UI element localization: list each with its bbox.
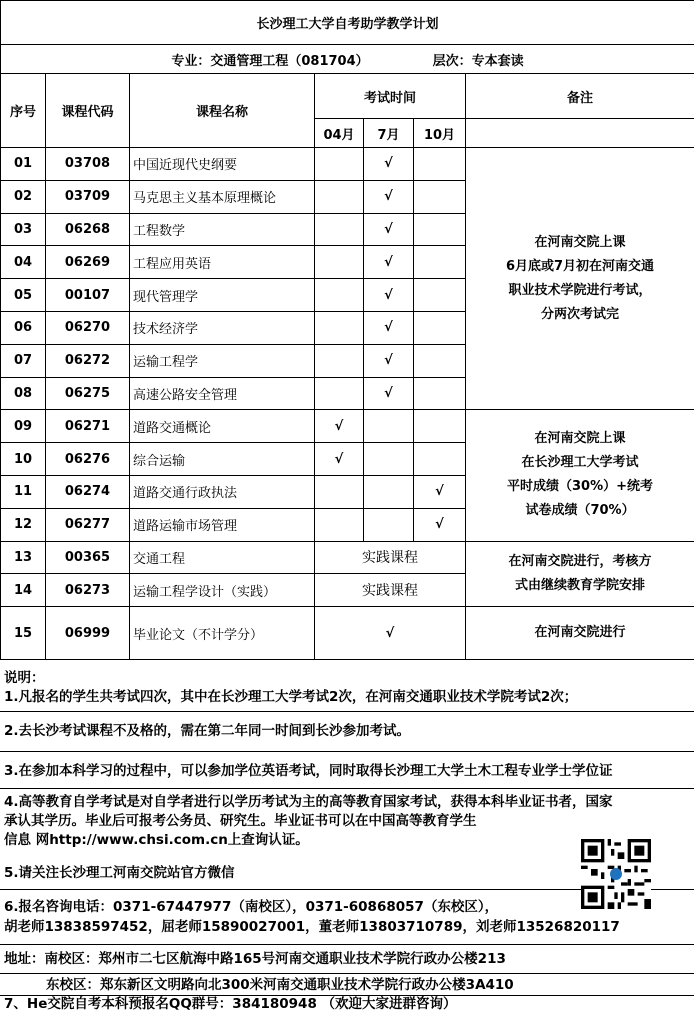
exam-07-check: √: [364, 246, 414, 279]
remark-line: 分两次考试完: [541, 306, 620, 322]
wechat-qr-code-icon: [581, 839, 651, 909]
table-row: [1, 541, 694, 574]
note-3: 3.在参加本科学习的过程中，可以参加学位英语考试，同时取得长沙理工大学土木工程专业学士学位证: [4, 763, 613, 779]
exam-07-cell: [364, 508, 414, 541]
course-code: 00107: [46, 279, 130, 312]
exam-10-cell: [414, 410, 466, 443]
course-name: 马克思主义基本原理概论: [130, 180, 315, 213]
course-code: 06272: [46, 344, 130, 377]
remark-group-1: [466, 148, 694, 410]
exam-10-check: √: [414, 475, 466, 508]
exam-04-cell: [315, 279, 364, 312]
course-name: 道路交通概论: [130, 410, 315, 443]
remark-line: 平时成绩（30%）+统考: [507, 479, 654, 495]
course-name: 工程数学: [130, 213, 315, 246]
note-2: 2.去长沙考试课程不及格的，需在第二年同一时间到长沙参加考试。: [4, 723, 411, 739]
course-code: 06274: [46, 475, 130, 508]
remark-group-4: 在河南交院进行: [466, 607, 694, 660]
exam-10-cell: [414, 246, 466, 279]
exam-04-cell: [315, 344, 364, 377]
remark-group-3: [466, 541, 694, 607]
course-seq: 15: [1, 607, 46, 660]
table-row: [1, 148, 694, 181]
course-code: 06276: [46, 443, 130, 476]
header-month-07: 7月: [364, 119, 414, 148]
remark-line: 试卷成绩（70%）: [525, 503, 635, 519]
table-row: [1, 607, 694, 660]
course-name: 现代管理学: [130, 279, 315, 312]
divider: [0, 788, 694, 789]
course-seq: 05: [1, 279, 46, 312]
course-code: 06270: [46, 311, 130, 344]
course-name: 运输工程学: [130, 344, 315, 377]
note-1: 1.凡报名的学生共考试四次，其中在长沙理工大学考试2次，在河南交通职业技术学院考试2次；: [4, 689, 578, 705]
exam-07-check: √: [364, 180, 414, 213]
divider: [0, 944, 694, 945]
exam-10-cell: [414, 377, 466, 410]
exam-04-cell: [315, 180, 364, 213]
address-east: 东校区：郑东新区文明路向北300米河南交通职业技术学院行政办公楼3A410: [46, 977, 514, 993]
header-seq: 序号: [1, 74, 46, 148]
course-seq: 09: [1, 410, 46, 443]
exam-04-cell: [315, 246, 364, 279]
practical-course-label: 实践课程: [315, 541, 466, 574]
course-name: 运输工程学设计（实践）: [130, 574, 315, 607]
course-name: 交通工程: [130, 541, 315, 574]
course-seq: 11: [1, 475, 46, 508]
exam-10-cell: [414, 180, 466, 213]
address-south: 地址：南校区：郑州市二七区航海中路165号河南交通职业技术学院行政办公楼213: [4, 951, 506, 967]
page-title: 长沙理工大学自考助学教学计划: [1, 1, 694, 45]
course-code: 06277: [46, 508, 130, 541]
remark-line: 职业技术学院进行考试，: [508, 282, 652, 298]
divider: [0, 973, 694, 974]
notes-heading: 说明：: [4, 670, 45, 686]
course-name: 道路运输市场管理: [130, 508, 315, 541]
note-7: 7、He交院自考本科预报名QQ群号：384180948 （欢迎大家进群咨询）: [4, 996, 457, 1012]
course-code: 06275: [46, 377, 130, 410]
level-label: 层次：专本套读: [432, 53, 524, 69]
exam-04-check: √: [315, 410, 364, 443]
exam-07-cell: [364, 475, 414, 508]
course-code: 06268: [46, 213, 130, 246]
header-remark-blank: [466, 119, 694, 148]
subtitle-row: [1, 45, 694, 74]
divider: [0, 711, 694, 712]
course-name: 毕业论文（不计学分）: [130, 607, 315, 660]
exam-10-cell: [414, 443, 466, 476]
exam-04-cell: [315, 311, 364, 344]
course-seq: 04: [1, 246, 46, 279]
course-code: 06999: [46, 607, 130, 660]
remark-line: 6月底或7月初在河南交通: [505, 258, 655, 274]
course-name: 中国近现代史纲要: [130, 148, 315, 181]
divider: [0, 751, 694, 752]
course-seq: 06: [1, 311, 46, 344]
remark-line: 在长沙理工大学考试: [521, 455, 639, 471]
course-code: 06269: [46, 246, 130, 279]
thesis-check: √: [315, 607, 466, 660]
header-month-10: 10月: [414, 119, 466, 148]
course-seq: 08: [1, 377, 46, 410]
course-name: 工程应用英语: [130, 246, 315, 279]
remark-line: 式由继续教育学院安排: [515, 577, 646, 593]
exam-10-cell: [414, 279, 466, 312]
course-code: 06273: [46, 574, 130, 607]
exam-04-cell: [315, 213, 364, 246]
course-name: 技术经济学: [130, 311, 315, 344]
exam-04-check: √: [315, 443, 364, 476]
exam-07-check: √: [364, 213, 414, 246]
exam-10-cell: [414, 311, 466, 344]
exam-10-check: √: [414, 508, 466, 541]
exam-07-check: √: [364, 311, 414, 344]
exam-10-cell: [414, 344, 466, 377]
note-4-line-1: 4.高等教育自学考试是对自学者进行以学历考试为主的高等教育国家考试，获得本科毕业证书者，国家: [4, 794, 613, 810]
course-seq: 02: [1, 180, 46, 213]
exam-04-cell: [315, 508, 364, 541]
course-seq: 01: [1, 148, 46, 181]
course-name: 综合运输: [130, 443, 315, 476]
header-name: 课程名称: [130, 74, 315, 148]
course-seq: 07: [1, 344, 46, 377]
remark-line: 在河南交院上课: [534, 431, 626, 447]
note-4-line-2: 承认其学历。毕业后可报考公务员、研究生。毕业证书可以在中国高等教育学生: [4, 813, 477, 829]
course-seq: 03: [1, 213, 46, 246]
course-seq: 14: [1, 574, 46, 607]
exam-10-cell: [414, 148, 466, 181]
course-seq: 12: [1, 508, 46, 541]
course-code: 03709: [46, 180, 130, 213]
note-4-line-3: 信息 网http://www.chsi.com.cn上查询认证。: [4, 832, 309, 848]
practical-course-label: 实践课程: [315, 574, 466, 607]
header-code: 课程代码: [46, 74, 130, 148]
course-name: 高速公路安全管理: [130, 377, 315, 410]
remark-group-2: [466, 410, 694, 541]
table-row: [1, 410, 694, 443]
header-month-04: 04月: [315, 119, 364, 148]
course-name: 道路交通行政执法: [130, 475, 315, 508]
course-code: 00365: [46, 541, 130, 574]
exam-07-check: √: [364, 344, 414, 377]
course-seq: 10: [1, 443, 46, 476]
header-remark: 备注: [466, 74, 694, 119]
note-6-line-1: 6.报名咨询电话：0371-67447977（南校区），0371-60868057（东校区），: [4, 899, 499, 915]
course-code: 03708: [46, 148, 130, 181]
major-label: 专业：交通管理工程（081704）: [171, 53, 369, 69]
note-6-line-2: 胡老师13838597452，屈老师15890027001，董老师13803710789，刘老师13526820117: [4, 919, 620, 935]
course-seq: 13: [1, 541, 46, 574]
exam-04-cell: [315, 475, 364, 508]
exam-07-check: √: [364, 377, 414, 410]
note-5: 5.请关注长沙理工河南交院站官方微信: [4, 865, 235, 881]
exam-07-check: √: [364, 279, 414, 312]
course-code: 06271: [46, 410, 130, 443]
remark-line: 在河南交院上课: [534, 234, 626, 250]
exam-07-cell: [364, 410, 414, 443]
header-exam-time: 考试时间: [315, 74, 466, 119]
exam-04-cell: [315, 148, 364, 181]
exam-10-cell: [414, 213, 466, 246]
remark-line: 在河南交院进行，考核方: [508, 553, 652, 569]
exam-07-check: √: [364, 148, 414, 181]
exam-07-cell: [364, 443, 414, 476]
exam-04-cell: [315, 377, 364, 410]
